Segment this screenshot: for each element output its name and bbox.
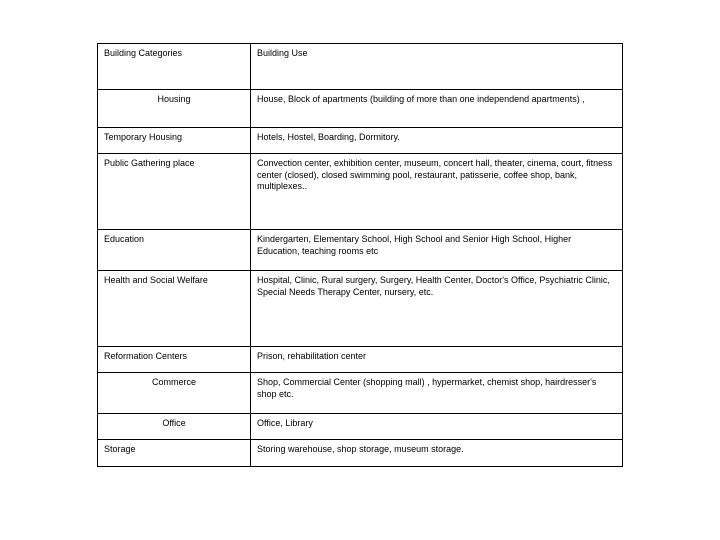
table-row-education	[98, 230, 623, 271]
category-cell: Office	[98, 414, 251, 440]
table-row-storage	[98, 440, 623, 467]
category-cell: Housing	[98, 90, 251, 128]
header-building-use: Building Use	[251, 44, 623, 90]
table-row-commerce	[98, 373, 623, 414]
use-cell: House, Block of apartments (building of more than one independend apartments) ,	[251, 90, 623, 128]
category-cell: Health and Social Welfare	[98, 271, 251, 347]
use-cell: Hotels, Hostel, Boarding, Dormitory.	[251, 128, 623, 154]
table-row-temporary-housing	[98, 128, 623, 154]
use-cell: Storing warehouse, shop storage, museum storage.	[251, 440, 623, 467]
use-cell: Office, Library	[251, 414, 623, 440]
building-categories-table	[97, 43, 623, 467]
use-cell: Shop, Commercial Center (shopping mall) , hypermarket, chemist shop, hairdresser's shop etc.	[251, 373, 623, 414]
category-cell: Public Gathering place	[98, 154, 251, 230]
table-row-office	[98, 414, 623, 440]
category-cell: Reformation Centers	[98, 347, 251, 373]
table-row-reformation-centers	[98, 347, 623, 373]
category-cell: Storage	[98, 440, 251, 467]
table-row-housing	[98, 90, 623, 128]
header-building-categories: Building Categories	[98, 44, 251, 90]
use-cell: Kindergarten, Elementary School, High School and Senior High School, Higher Education, teaching rooms etc	[251, 230, 623, 271]
table-row-health-and-social-welfare	[98, 271, 623, 347]
use-cell: Prison, rehabilitation center	[251, 347, 623, 373]
use-cell: Hospital, Clinic, Rural surgery, Surgery, Health Center, Doctor's Office, Psychiatric Clinic, Special Needs Therapy Center, nursery, etc.	[251, 271, 623, 347]
category-cell: Temporary Housing	[98, 128, 251, 154]
table-header-row	[98, 44, 623, 90]
table-row-public-gathering-place	[98, 154, 623, 230]
category-cell: Education	[98, 230, 251, 271]
category-cell: Commerce	[98, 373, 251, 414]
use-cell: Convection center, exhibition center, museum, concert hall, theater, cinema, court, fitness center (closed), closed swimming pool, restaurant, patisserie, coffee shop, bank, multiplexes..	[251, 154, 623, 230]
